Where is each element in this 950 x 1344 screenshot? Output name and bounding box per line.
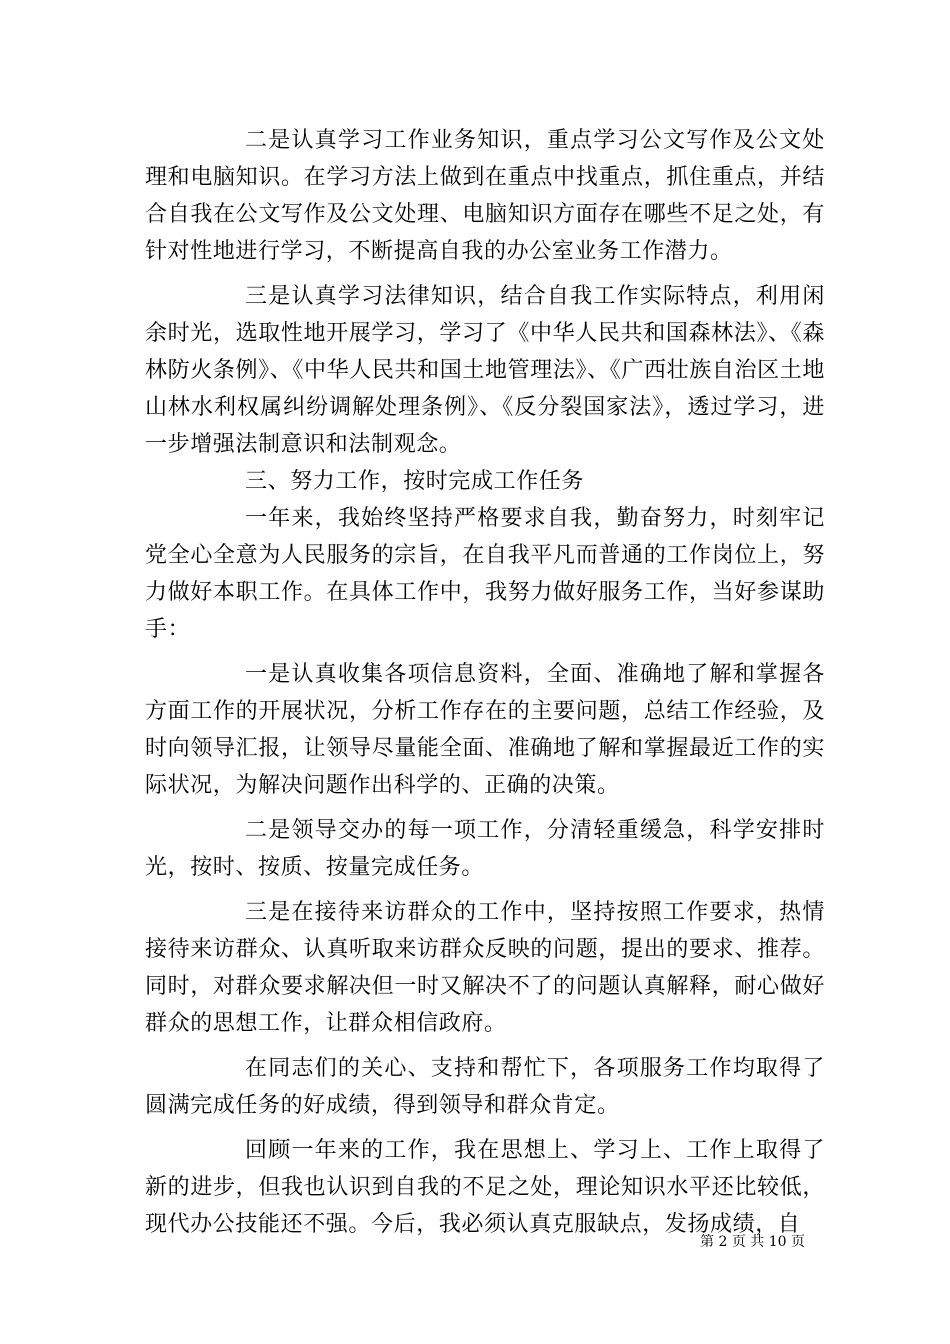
paragraph-study-business: 二是认真学习工作业务知识，重点学习公文写作及公文处理和电脑知识。在学习方法上做到在重点中找重点，抓住重点，并结合自我在公文写作及公文处理、电脑知识方面存在哪些不足之处，有针对性地进行学习，不断提高自我的办公室业务工作潜力。 xyxy=(145,128,825,264)
paragraph-assigned-tasks: 二是领导交办的每一项工作，分清轻重缓急，科学安排时光，按时、按质、按量完成任务。 xyxy=(145,818,825,880)
paragraph-reception: 三是在接待来访群众的工作中，坚持按照工作要求，热情接待来访群众、认真听取来访群众反映的问题，提出的要求、推荐。同时，对群众要求解决但一时又解决不了的问题认真解释，耐心做好群众的思想工作，让群众相信政府。 xyxy=(145,900,825,1036)
document-body xyxy=(145,122,825,1243)
paragraph-collect-info: 一是认真收集各项信息资料，全面、准确地了解和掌握各方面工作的开展状况，分析工作存在的主要问题，总结工作经验，及时向领导汇报，让领导尽量能全面、准确地了解和掌握最近工作的实际状况，为解决问题作出科学的、正确的决策。 xyxy=(145,662,825,798)
paragraph-work-overview: 一年来，我始终坚持严格要求自我，勤奋努力，时刻牢记党全心全意为人民服务的宗旨，在自我平凡而普通的工作岗位上，努力做好本职工作。在具体工作中，我努力做好服务工作，当好参谋助手： xyxy=(145,506,825,642)
section-heading-work: 三、努力工作，按时完成工作任务 xyxy=(245,469,585,494)
paragraph-review: 回顾一年来的工作，我在思想上、学习上、工作上取得了新的进步，但我也认识到自我的不足之处，理论知识水平还比较低，现代办公技能还不强。今后，我必须认真克服缺点，发扬成绩，自 xyxy=(145,1138,825,1237)
paragraph-study-law: 三是认真学习法律知识，结合自我工作实际特点，利用闲余时光，选取性地开展学习，学习了《中华人民共和国森林法》、《森林防火条例》、《中华人民共和国土地管理法》、《广西壮族自治区土地山林水利权属纠纷调解处理条例》、《反分裂国家法》，透过学习，进一步增强法制意识和法制观念。 xyxy=(145,284,825,457)
paragraph-achievements: 在同志们的关心、支持和帮忙下，各项服务工作均取得了圆满完成任务的好成绩，得到领导和群众肯定。 xyxy=(145,1056,825,1118)
page-number-footer: 第 2 页 共 10 页 xyxy=(700,1234,805,1250)
